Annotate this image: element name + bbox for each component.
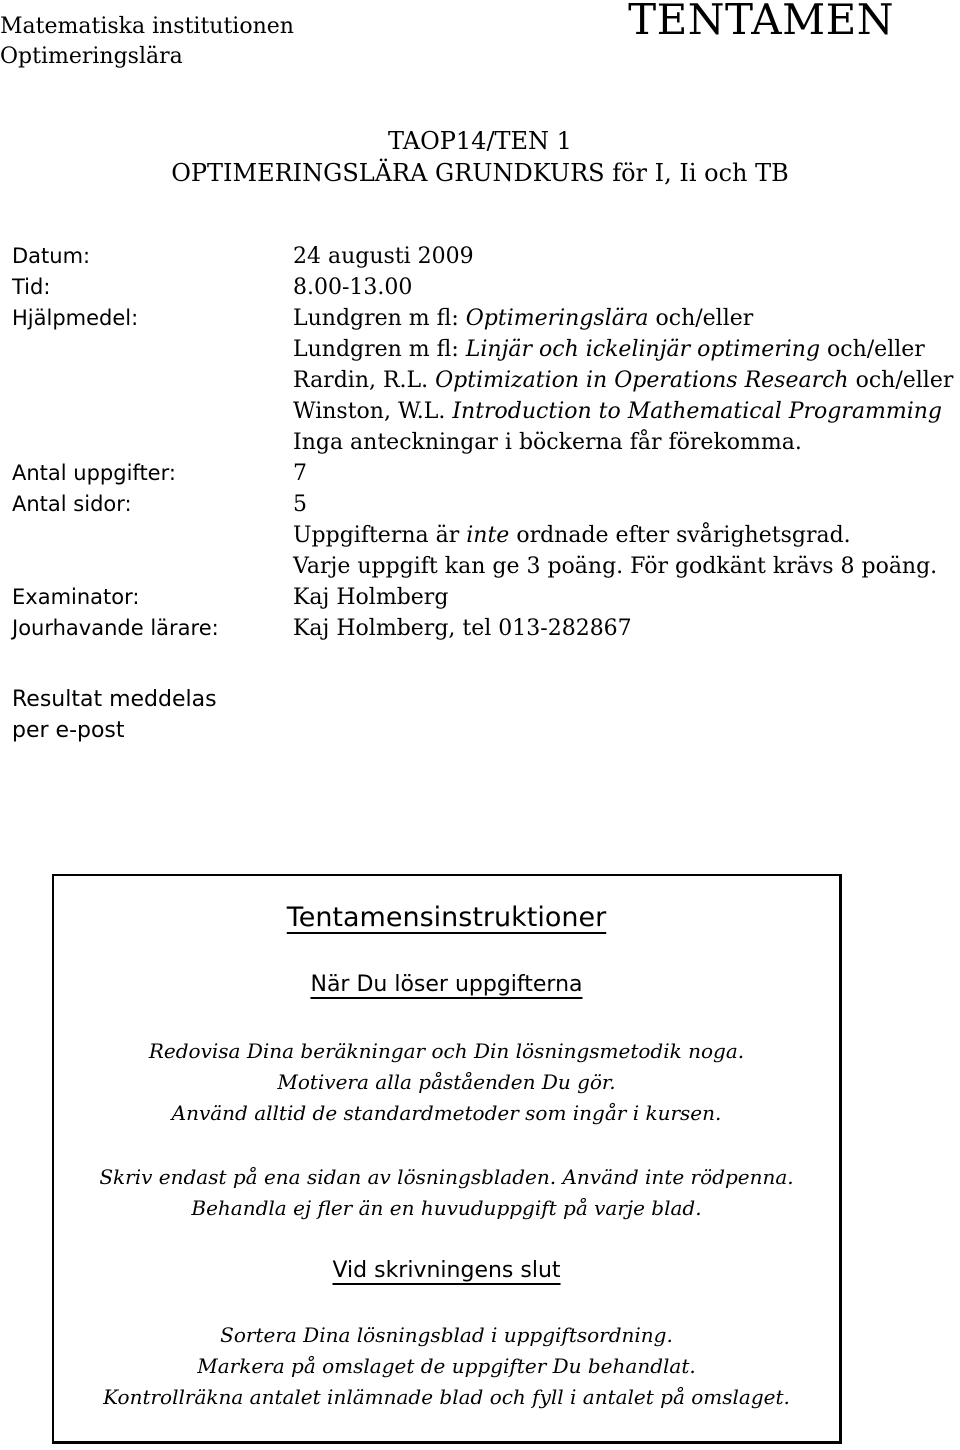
num-pages-value: 5 xyxy=(293,492,307,517)
document-type: TENTAMEN xyxy=(628,0,894,44)
examiner-value: Kaj Holmberg xyxy=(293,585,449,610)
aid-item: Lundgren m fl: Optimeringslära och/eller xyxy=(293,306,754,331)
instruction-line: Markera på omslaget de uppgifter Du behandlat. xyxy=(197,1354,696,1378)
aids-note-row xyxy=(12,427,953,458)
course-title: OPTIMERINGSLÄRA GRUNDKURS för I, Ii och TB xyxy=(171,159,789,187)
teacher-value: Kaj Holmberg, tel 013-282867 xyxy=(293,616,632,641)
solving-instructions xyxy=(54,1036,839,1129)
aids-row xyxy=(12,396,953,427)
department-name: Matematiska institutionen xyxy=(0,14,294,39)
time-value: 8.00-13.00 xyxy=(293,275,413,300)
num-tasks-row xyxy=(12,458,953,489)
instruction-line: Kontrollräkna antalet inlämnade blad och fyll i antalet på omslaget. xyxy=(103,1385,790,1409)
subject-name: Optimeringslära xyxy=(0,44,183,69)
aid-item: Winston, W.L. Introduction to Mathematical Programming xyxy=(293,399,943,424)
teacher-row xyxy=(12,613,953,644)
num-tasks-value: 7 xyxy=(293,461,307,486)
aids-row xyxy=(12,303,953,334)
aid-item: Rardin, R.L. Optimization in Operations Research och/eller xyxy=(293,368,954,393)
examiner-row xyxy=(12,582,953,613)
aids-row xyxy=(12,365,953,396)
time-row xyxy=(12,272,953,303)
order-note: Uppgifterna är inte ordnade efter svårighetsgrad. xyxy=(293,523,851,548)
num-pages-label: Antal sidor: xyxy=(12,492,132,516)
time-label: Tid: xyxy=(12,275,51,299)
num-pages-row xyxy=(12,489,953,520)
result-line: per e-post xyxy=(12,718,125,743)
result-notice xyxy=(12,684,217,746)
instruction-line: Skriv endast på ena sidan av lösningsbladen. Använd inte rödpenna. xyxy=(99,1165,794,1189)
section-heading-end: Vid skrivningens slut xyxy=(332,1258,561,1283)
instructions-box xyxy=(52,874,842,1444)
header-left xyxy=(0,12,294,72)
teacher-label: Jourhavande lärare: xyxy=(12,616,219,640)
date-value: 24 augusti 2009 xyxy=(293,244,474,269)
aid-item: Lundgren m fl: Linjär och ickelinjär optimering och/eller xyxy=(293,337,925,362)
order-note-row xyxy=(12,520,953,551)
instructions-title: Tentamensinstruktioner xyxy=(286,902,607,933)
date-row xyxy=(12,241,953,272)
points-note: Varje uppgift kan ge 3 poäng. För godkänt krävs 8 poäng. xyxy=(293,554,938,579)
exam-info xyxy=(12,241,953,644)
result-line: Resultat meddelas xyxy=(12,687,217,712)
aids-row xyxy=(12,334,953,365)
aids-label: Hjälpmedel: xyxy=(12,306,139,330)
end-instructions xyxy=(54,1320,839,1413)
instruction-line: Motivera alla påståenden Du gör. xyxy=(277,1070,616,1094)
course-code: TAOP14/TEN 1 xyxy=(388,127,572,155)
aids-note: Inga anteckningar i böckerna får förekomma. xyxy=(293,430,802,455)
instruction-line: Sortera Dina lösningsblad i uppgiftsordning. xyxy=(220,1323,673,1347)
instruction-line: Använd alltid de standardmetoder som ingår i kursen. xyxy=(171,1101,722,1125)
sheet-instructions xyxy=(54,1162,839,1224)
instruction-line: Redovisa Dina beräkningar och Din lösningsmetodik noga. xyxy=(148,1039,745,1063)
section-heading-solving: När Du löser uppgifterna xyxy=(310,972,583,997)
examiner-label: Examinator: xyxy=(12,585,140,609)
num-tasks-label: Antal uppgifter: xyxy=(12,461,176,485)
instruction-line: Behandla ej fler än en huvuduppgift på varje blad. xyxy=(191,1196,702,1220)
points-note-row xyxy=(12,551,953,582)
date-label: Datum: xyxy=(12,244,91,268)
